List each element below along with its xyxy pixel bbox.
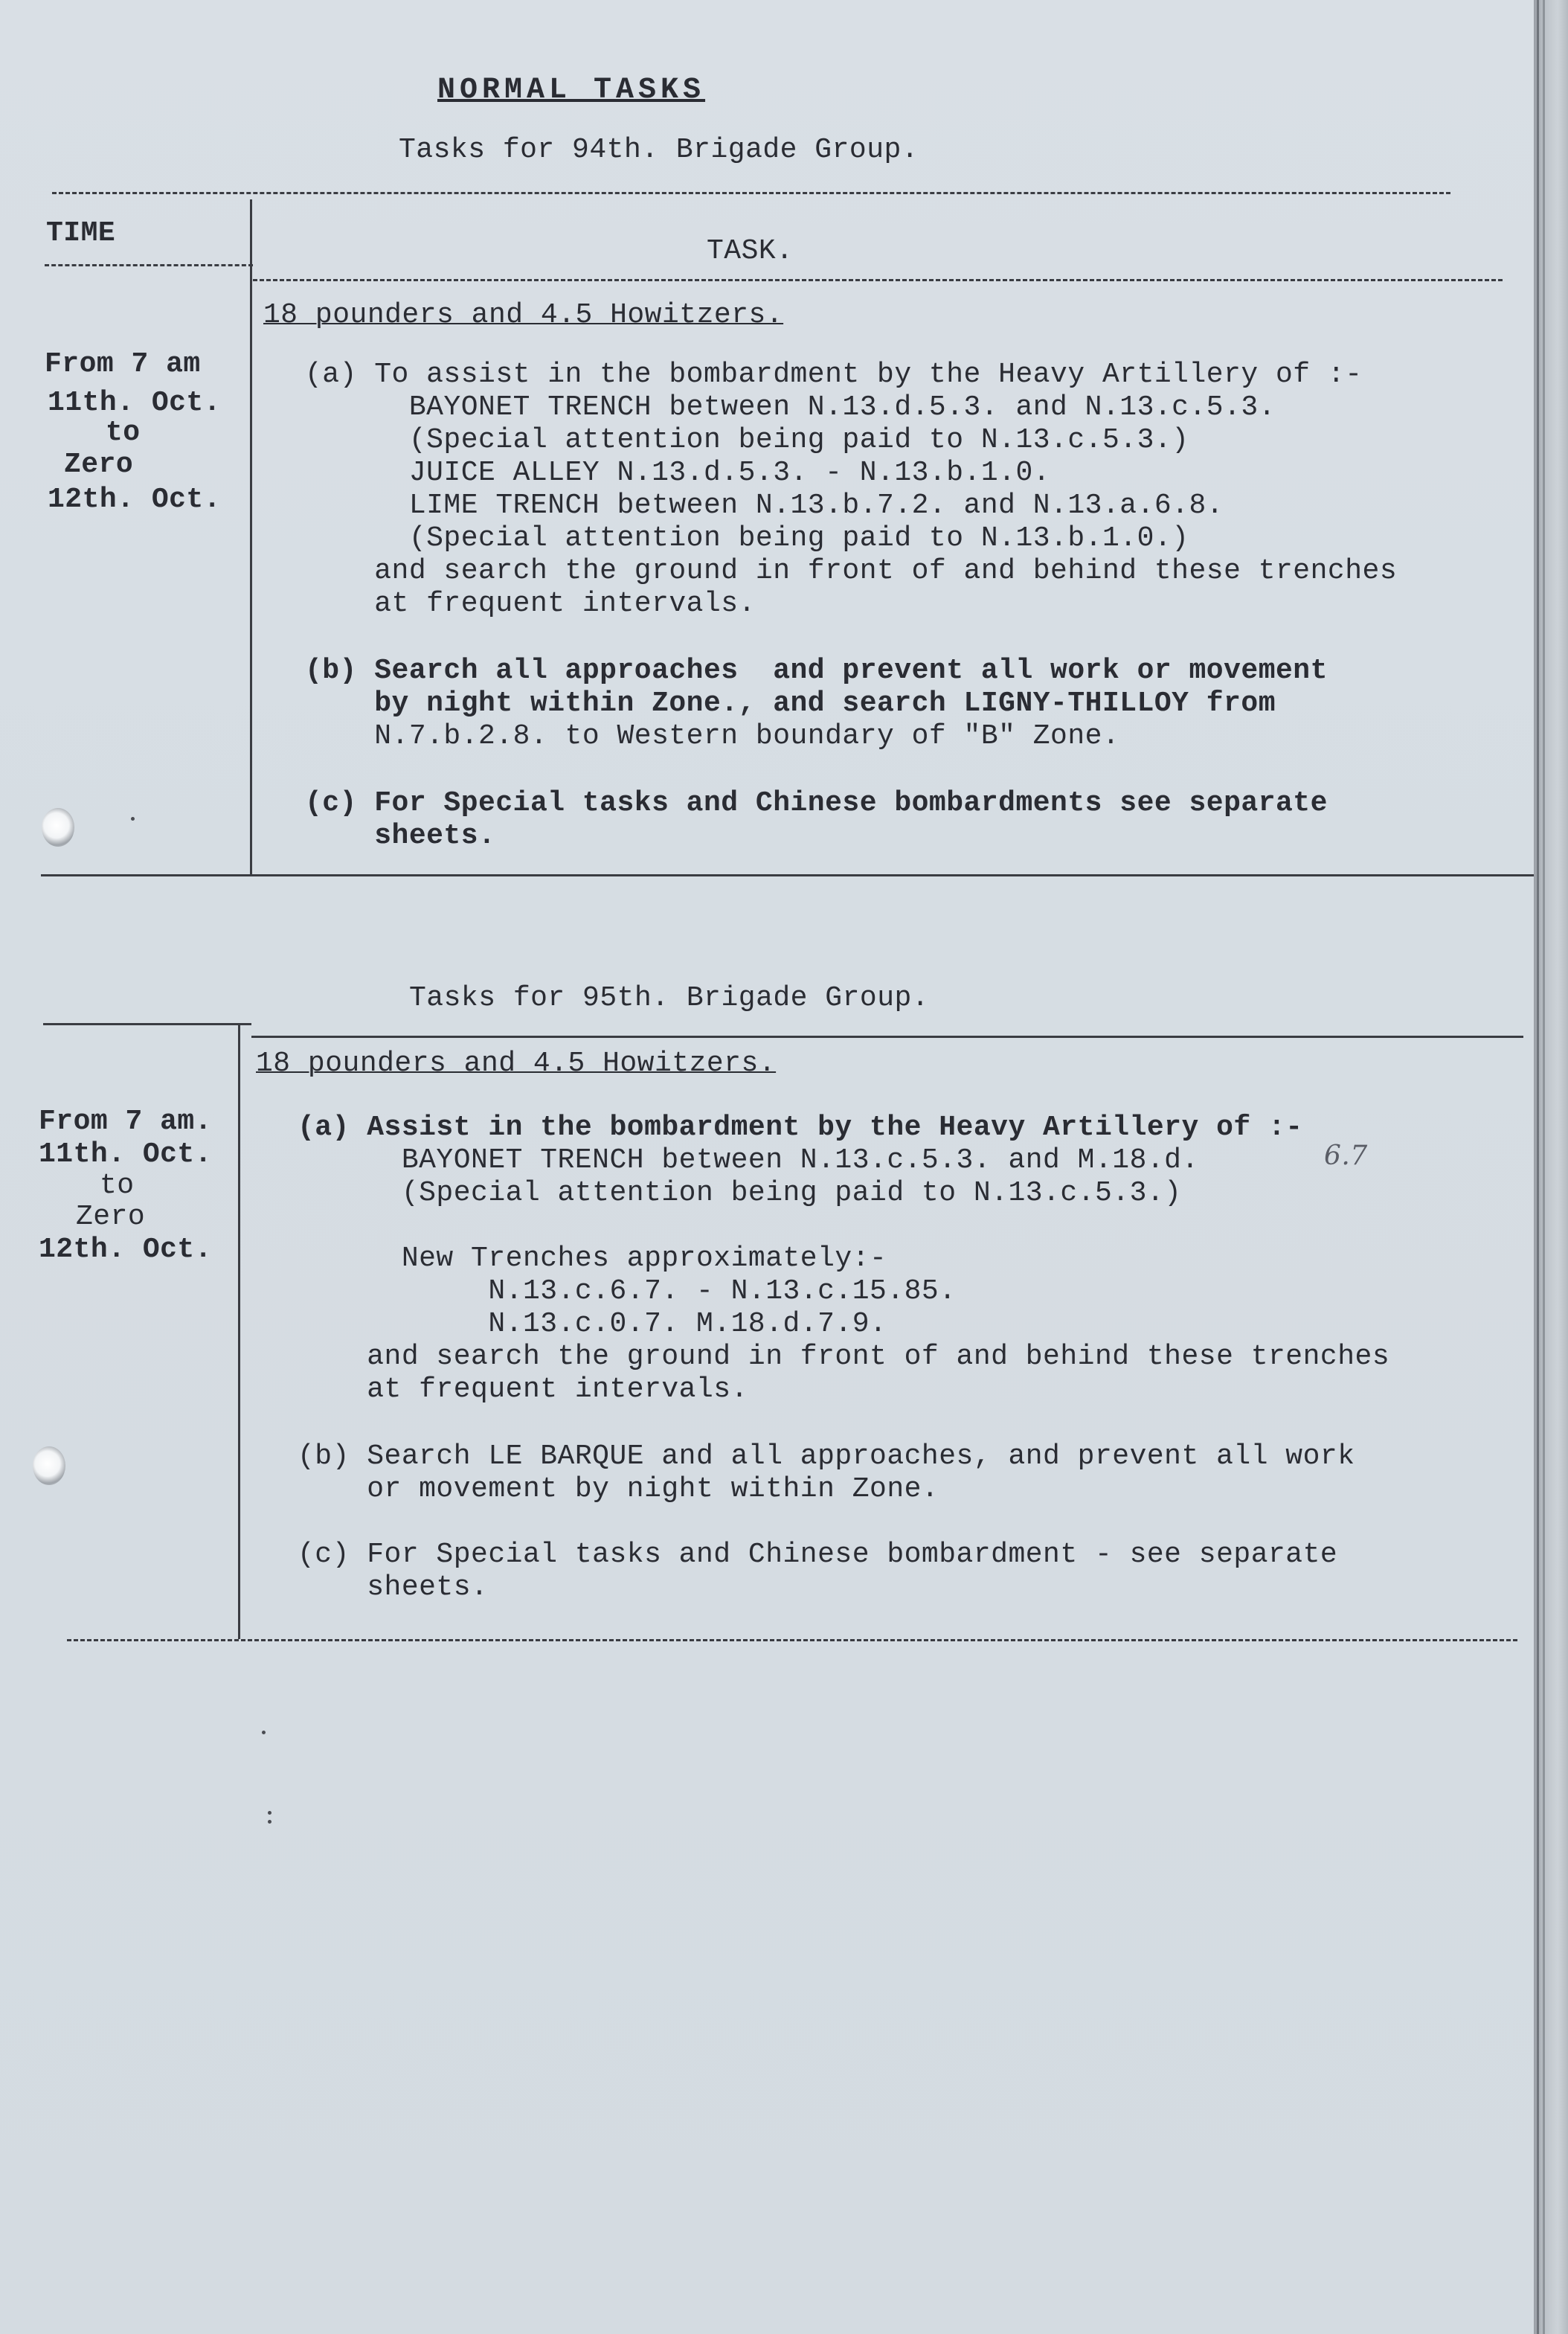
ink-speck	[131, 817, 135, 821]
s1-time-line-2: 11th. Oct.	[48, 387, 222, 419]
punch-hole-lower	[33, 1446, 65, 1485]
table1-top-rule	[52, 192, 1450, 194]
s2-task-a-line-8: and search the ground in front of and behind these trenches	[298, 1341, 1390, 1373]
s2-time-line-2: 11th. Oct.	[39, 1138, 213, 1170]
table2-column-divider	[238, 1025, 240, 1639]
s1-task-a-line-5: LIME TRENCH between N.13.b.7.2. and N.13.a.6.8.	[305, 490, 1224, 522]
table2-top-rule	[251, 1036, 1523, 1038]
page-edge-shadow	[1534, 0, 1568, 2334]
s2-time-line-3: to	[100, 1170, 135, 1202]
s2-task-a-line-1: (a) Assist in the bombardment by the Heavy Artillery of :-	[298, 1112, 1303, 1144]
s2-task-a-line-3: (Special attention being paid to N.13.c.5.3.)	[298, 1177, 1182, 1209]
punch-hole-upper	[42, 808, 74, 847]
s1-task-a-line-3: (Special attention being paid to N.13.c.5.3.)	[305, 424, 1189, 456]
s1-time-line-1: From 7 am	[45, 348, 201, 380]
page-edge-line	[1537, 0, 1539, 2334]
ink-speck	[262, 1731, 266, 1734]
col-time-header: TIME	[46, 217, 116, 249]
s1-task-b-line-3: N.7.b.2.8. to Western boundary of "B" Zone.	[305, 720, 1120, 752]
s2-subheading: 18 pounders and 4.5 Howitzers.	[256, 1048, 777, 1080]
s2-task-a-line-7: N.13.c.0.7. M.18.d.7.9.	[298, 1308, 887, 1340]
s1-task-a-line-7: and search the ground in front of and behind these trenches	[305, 555, 1398, 587]
table1-time-header-rule	[45, 264, 253, 266]
s1-subheading: 18 pounders and 4.5 Howitzers.	[263, 299, 784, 331]
s2-task-a-line-5: New Trenches approximately:-	[298, 1243, 887, 1275]
table2-time-top-rule	[43, 1023, 251, 1025]
s2-task-c-line-2: sheets.	[298, 1571, 489, 1603]
s1-task-a-line-1: (a) To assist in the bombardment by the Heavy Artillery of :-	[305, 359, 1363, 391]
s2-task-a-line-9: at frequent intervals.	[298, 1373, 748, 1405]
s1-task-a-line-8: at frequent intervals.	[305, 588, 756, 620]
s2-time-line-5: 12th. Oct.	[39, 1234, 213, 1266]
table1-column-divider	[250, 199, 252, 876]
s1-time-line-4: Zero	[64, 449, 134, 481]
s1-task-c-line-1: (c) For Special tasks and Chinese bombardments see separate	[305, 787, 1328, 819]
table1-bottom-rule	[41, 874, 1536, 876]
s2-task-a-line-6: N.13.c.6.7. - N.13.c.15.85.	[298, 1275, 957, 1307]
table2-bottom-rule	[67, 1639, 1517, 1641]
ink-speck	[268, 1811, 271, 1815]
s2-task-a-line-2: BAYONET TRENCH between N.13.c.5.3. and M.18.d.	[298, 1144, 1199, 1176]
s1-task-a-line-2: BAYONET TRENCH between N.13.d.5.3. and N.13.c.5.3.	[305, 391, 1276, 423]
s2-time-line-1: From 7 am.	[39, 1106, 213, 1138]
s1-task-a-line-6: (Special attention being paid to N.13.b.1.0.)	[305, 522, 1189, 554]
section2-title: Tasks for 95th. Brigade Group.	[409, 982, 930, 1014]
s1-task-b-line-1: (b) Search all approaches and prevent all work or movement	[305, 655, 1328, 687]
s2-task-b-line-1: (b) Search LE BARQUE and all approaches, and prevent all work	[298, 1440, 1355, 1472]
s2-task-c-line-1: (c) For Special tasks and Chinese bombardment - see separate	[298, 1539, 1338, 1571]
s1-task-a-line-4: JUICE ALLEY N.13.d.5.3. - N.13.b.1.0.	[305, 457, 1051, 489]
s2-handwritten-correction: 6.7	[1324, 1141, 1368, 1171]
col-task-header: TASK.	[707, 235, 794, 267]
s2-time-line-4: Zero	[76, 1201, 146, 1233]
s2-task-b-line-2: or movement by night within Zone.	[298, 1473, 939, 1505]
table1-header-rule	[253, 279, 1503, 281]
document-heading: NORMAL TASKS	[437, 74, 706, 107]
s1-task-c-line-2: sheets.	[305, 820, 496, 852]
s1-time-line-5: 12th. Oct.	[48, 484, 222, 516]
s1-time-line-3: to	[106, 417, 141, 449]
section1-title: Tasks for 94th. Brigade Group.	[399, 134, 919, 166]
ink-speck	[268, 1820, 271, 1824]
s1-task-b-line-2: by night within Zone., and search LIGNY-THILLOY from	[305, 687, 1276, 719]
page-edge-line	[1543, 0, 1545, 2334]
